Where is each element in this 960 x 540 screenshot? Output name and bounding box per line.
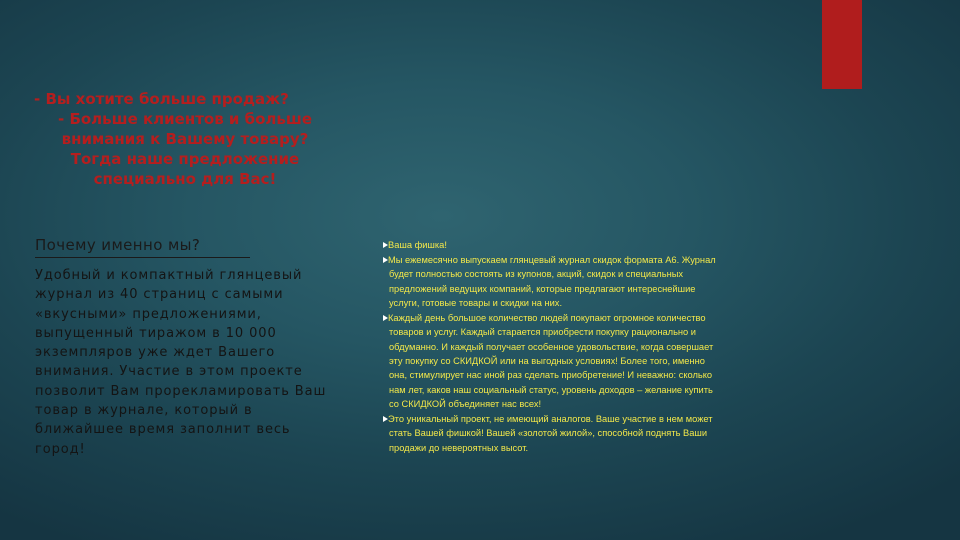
- body-line: позволит Вам прорекламировать Ваш: [35, 383, 327, 399]
- body-line: Удобный и компактный глянцевый: [35, 268, 303, 283]
- headline-line: - Больше клиентов и больше: [58, 110, 312, 128]
- headline-line: внимания к Вашему товару?: [61, 130, 309, 148]
- body-line: ближайшее время заполнит весь: [35, 422, 291, 438]
- bullet-line: со СКИДКОЙ объединяет нас всех!: [389, 398, 542, 409]
- bullet-line: нам лет, каков наш социальный статус, уровень доходов – желание купить: [389, 384, 713, 395]
- bullet-line: услуги, готовые товары и скидки на них.: [389, 297, 563, 308]
- body-line: «вкусными» предложениями,: [35, 306, 262, 322]
- headline-line: Тогда наше предложение: [70, 150, 300, 168]
- accent-bar: [822, 0, 862, 89]
- bullet-item: [384, 412, 784, 455]
- headline: [30, 89, 340, 189]
- subtitle-underline: [35, 257, 250, 258]
- bullet-line: товаров и услуг. Каждый старается приобрести покупку рационально и: [389, 327, 697, 338]
- headline-line: специально для Вас!: [93, 170, 277, 188]
- bullet-line: обдуманно. И каждый получает особенное удовольствие, когда совершает: [389, 341, 714, 352]
- headline-line: - Вы хотите больше продаж?: [34, 90, 289, 108]
- triangle-bullet-icon: [383, 257, 388, 263]
- body-line: товар в журнале, который в: [35, 403, 253, 419]
- bullet-line: продажи до невероятных высот.: [389, 442, 529, 453]
- subtitle: Почему именно мы?: [35, 236, 201, 254]
- bullet-line: она, стимулирует нас иной раз сделать приобретение! И неважно: сколько: [389, 370, 713, 381]
- body-paragraph: [35, 266, 355, 459]
- body-line: внимания. Участие в этом проекте: [35, 364, 303, 380]
- bullet-line: Ваша фишка!: [388, 240, 447, 250]
- bullet-item: [384, 311, 784, 411]
- bullet-line: Каждый день большое количество людей покупают огромное количество: [388, 313, 706, 324]
- bullet-line: Мы ежемесячно выпускаем глянцевый журнал скидок формата А6. Журнал: [388, 255, 716, 266]
- bullet-line: Это уникальный проект, не имеющий аналогов. Ваше участие в нем может: [388, 413, 713, 424]
- body-line: город!: [35, 441, 86, 457]
- body-line: журнал из 40 страниц с самыми: [35, 287, 284, 303]
- triangle-bullet-icon: [383, 242, 388, 248]
- bullet-line: эту покупку со СКИДКОЙ или на выгодных условиях! Более того, именно: [389, 355, 705, 366]
- bullet-line: предложений ведущих компаний, которые предлагают интереснейшие: [389, 283, 696, 294]
- body-line: выпущенный тиражом в 10 000: [35, 325, 277, 341]
- triangle-bullet-icon: [383, 416, 388, 422]
- bullet-item: [384, 253, 784, 310]
- bullet-item: [384, 238, 784, 252]
- bullet-list: [384, 238, 784, 456]
- body-line: экземпляров уже ждет Вашего: [35, 345, 276, 361]
- triangle-bullet-icon: [383, 315, 388, 321]
- bullet-line: стать Вашей фишкой! Вашей «золотой жилой», способной поднять Ваши: [389, 428, 708, 439]
- bullet-line: будет полностью состоять из купонов, акций, скидок и специальных: [389, 269, 684, 280]
